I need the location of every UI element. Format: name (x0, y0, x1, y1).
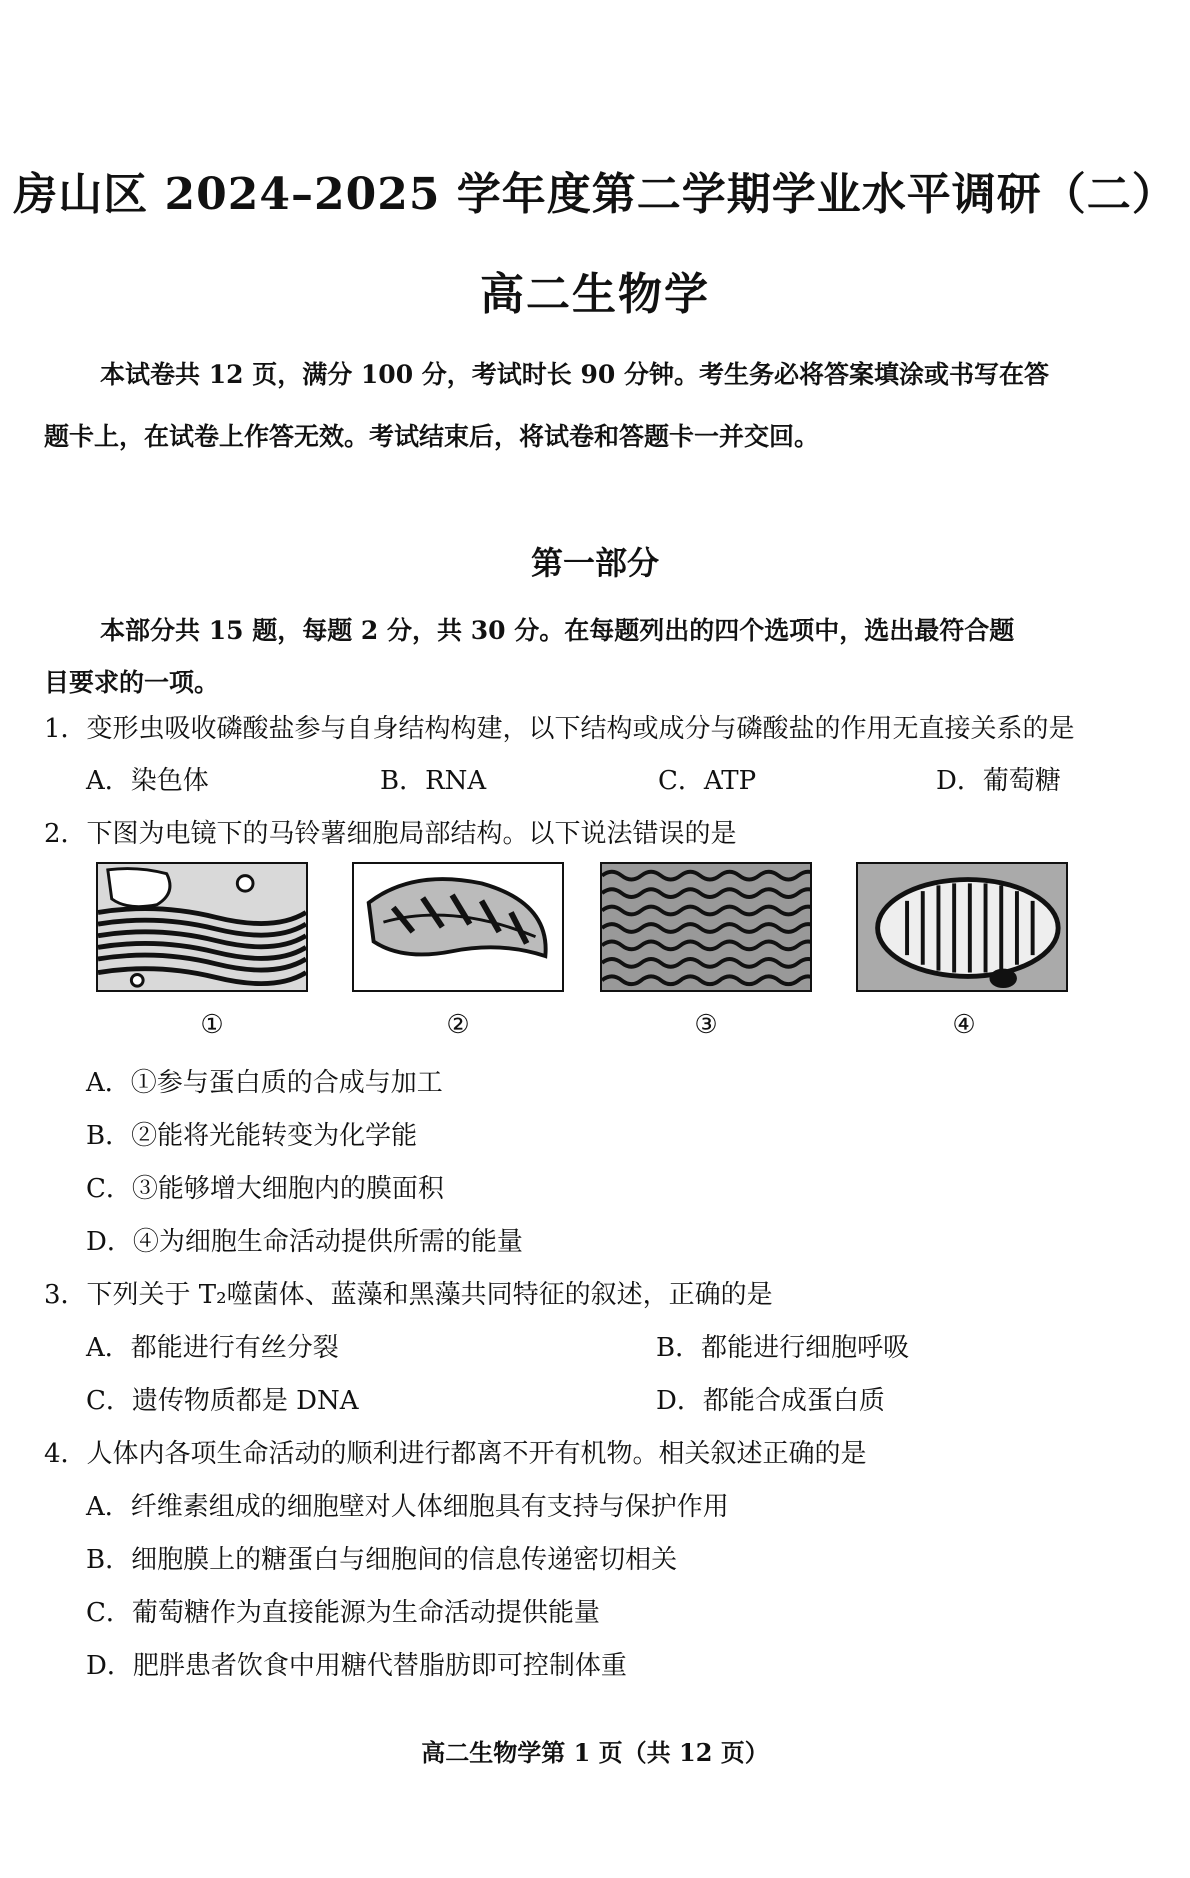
question-4-option-d: D．肥胖患者饮食中用糖代替脂肪即可控制体重 (86, 1651, 627, 1681)
micrograph-3-membrane-texture (600, 862, 812, 992)
figure-label-1: ① (200, 1010, 224, 1040)
question-1-stem: 1．变形虫吸收磷酸盐参与自身结构构建，以下结构或成分与磷酸盐的作用无直接关系的是 (44, 714, 1075, 744)
part-description-line-2: 目要求的一项。 (44, 668, 220, 697)
question-1-option-b: B．RNA (380, 766, 487, 796)
question-3-option-a: A．都能进行有丝分裂 (86, 1333, 339, 1363)
question-2-option-b: B．②能将光能转变为化学能 (86, 1121, 418, 1151)
question-1-option-a: A．染色体 (86, 766, 209, 796)
question-1-option-c: C．ATP (658, 766, 757, 796)
exam-title: 房山区 2024–2025 学年度第二学期学业水平调研（二） (13, 169, 1177, 220)
question-4-option-c: C．葡萄糖作为直接能源为生命活动提供能量 (86, 1598, 600, 1628)
question-2-stem: 2．下图为电镜下的马铃薯细胞局部结构。以下说法错误的是 (44, 819, 737, 849)
micrograph-1-endoplasmic-reticulum (96, 862, 308, 992)
figure-label-4: ④ (952, 1010, 976, 1040)
question-4-option-a: A．纤维素组成的细胞壁对人体细胞具有支持与保护作用 (86, 1492, 729, 1522)
part-title: 第一部分 (530, 544, 659, 582)
subject-title: 高二生物学 (480, 269, 710, 320)
question-3-option-d: D．都能合成蛋白质 (656, 1386, 885, 1416)
micrograph-4-mitochondrion (856, 862, 1068, 992)
question-3-option-c: C．遗传物质都是 DNA (86, 1386, 359, 1416)
micrograph-2-chloroplast (352, 862, 564, 992)
instructions-line-2: 题卡上，在试卷上作答无效。考试结束后，将试卷和答题卡一并交回。 (44, 422, 820, 451)
question-1-option-d: D．葡萄糖 (936, 766, 1061, 796)
figure-label-3: ③ (694, 1010, 718, 1040)
question-2-option-c: C．③能够增大细胞内的膜面积 (86, 1174, 444, 1204)
question-4-option-b: B．细胞膜上的糖蛋白与细胞间的信息传递密切相关 (86, 1545, 678, 1575)
page-footer: 高二生物学第 1 页（共 12 页） (421, 1738, 769, 1767)
question-3-option-b: B．都能进行细胞呼吸 (656, 1333, 910, 1363)
figure-label-2: ② (446, 1010, 470, 1040)
part-description-line-1: 本部分共 15 题，每题 2 分，共 30 分。在每题列出的四个选项中，选出最符合题 (100, 616, 1015, 645)
question-2-option-d: D．④为细胞生命活动提供所需的能量 (86, 1227, 523, 1257)
question-4-stem: 4．人体内各项生命活动的顺利进行都离不开有机物。相关叙述正确的是 (44, 1439, 867, 1469)
question-3-stem: 3．下列关于 T₂噬菌体、蓝藻和黑藻共同特征的叙述，正确的是 (44, 1280, 773, 1310)
instructions-line-1: 本试卷共 12 页，满分 100 分，考试时长 90 分钟。考生务必将答案填涂或书写在答 (100, 360, 1049, 389)
question-2-option-a: A．①参与蛋白质的合成与加工 (86, 1068, 443, 1098)
